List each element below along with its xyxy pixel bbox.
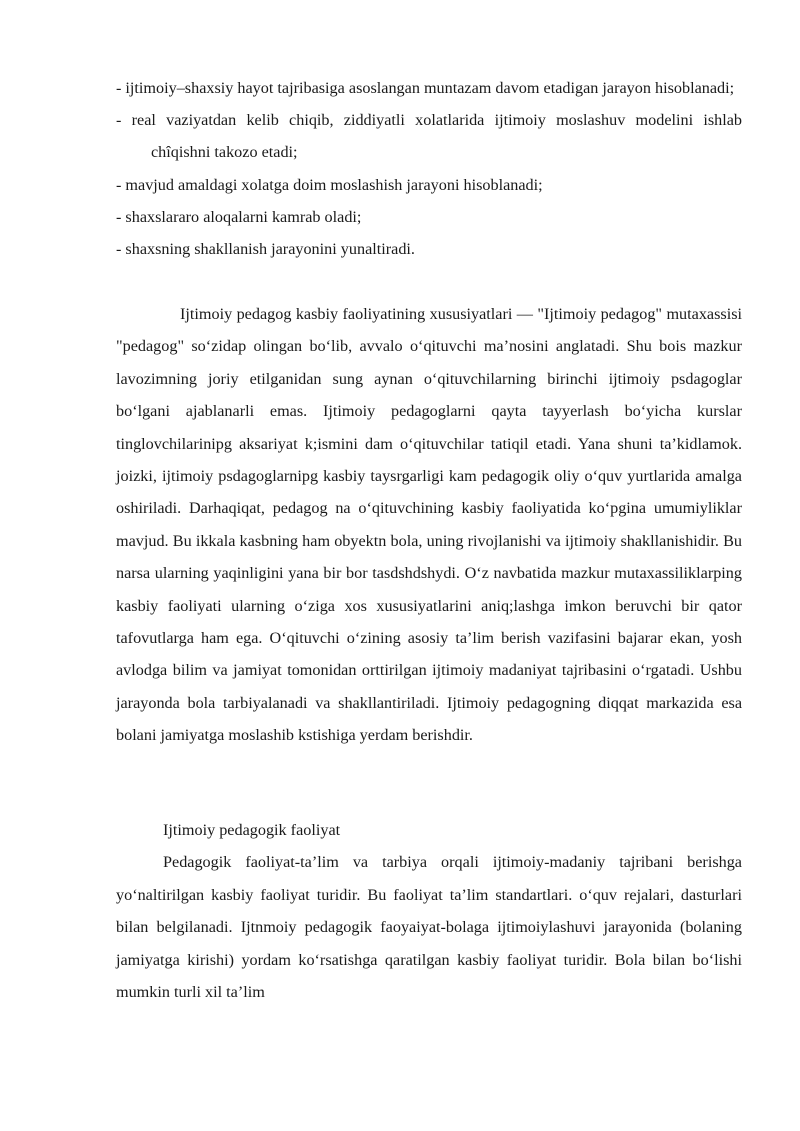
list-item: - ijtimoiy–shaxsiy hayot tajribasiga asoslangan muntazam davom etadigan jarayon hisoblanadi; <box>116 79 735 97</box>
list-item: - mavjud amaldagi xolatga doim moslashish jarayoni hisoblanadi; <box>116 175 543 194</box>
list-item: - shaxsning shakllanish jarayonini yunaltiradi. <box>116 240 415 259</box>
paragraph-pedagogical-activity: Pedagogik faoliyat-ta’lim va tarbiya orqali ijtimoiy-madaniy tajribani berishga yo‘naltirilgan kasbiy faoliyat turidir. Bu faoliyat ta’lim standartlari. o‘quv rejalari, dasturlari bilan belgilanadi. Ijtnmoiy pedagogik faoyaiyat-bolaga ijtimoiylashuvi jarayonida (bolaning jamiyatga kirishi) yordam ko‘rsatishga qaratilgan kasbiy faoliyat turidir. Bola bilan bo‘lishi mumkin turli xil ta’lim <box>116 853 742 1002</box>
section-heading: Ijtimoiy pedagogik faoliyat <box>163 821 341 839</box>
paragraph-social-pedagogue: Ijtimoiy pedagog kasbiy faoliyatining xususiyatlari — "Ijtimoiy pedagog" mutaxassisi "pedagog" so‘zidap olingan bo‘lib, avvalo o‘qituvchi ma’nosini anglatadi. Shu bois mazkur lavozimning joriy etilganidan sung aynan o‘qituvchilarning birinchi ijtimoiy psdagoglar bo‘lgani ajablanarli emas. Ijtimoiy pedagoglarni qayta tayyerlash bo‘yicha kurslar tinglovchilarinipg aksariyat k;ismini dam o‘qituvchilar tatiqil etadi. Yana shuni ta’kidlamok. joizki, ijtimoiy psdagoglarnipg kasbiy taysrgarligi kam pedagogik oliy o‘quv yurtlarida amalga oshiriladi. Darhaqiqat, pedagog na o‘qituvchining kasbiy faoliyatida ko‘pgina umumiyliklar mavjud. Bu ikkala kasbning ham obyektn bola, uning rivojlanishi va ijtimoiy shakllanishidir. Bu narsa ularning yaqinligini yana bir bor tasdshdshydi. O‘z navbatida mazkur mutaxassiliklarping kasbiy faoliyati ularning o‘ziga xos xususiyatlarini aniq;lashga imkon beruvchi bir qator tafovutlarga ham ega. O‘qituvchi o‘zining asosiy ta’lim berish vazifasini bajarar ekan, yosh avlodga bilim va jamiyat tomonidan orttirilgan ijtimoiy madaniyat tajribasini o‘rgatadi. Ushbu jarayonda bola tarbiyalanadi va shakllantiriladi. Ijtimoiy pedagogning diqqat markazida esa bolani jamiyatga moslashib kstishiga yerdam berishdir. <box>116 305 742 745</box>
list-item: - real vaziyatdan kelib chiqib, ziddiyatli xolatlarida ijtimoiy moslashuv modelini ishlab chîqishni takozo etadi; <box>116 111 742 162</box>
bullet-list <box>116 72 742 265</box>
list-item: - shaxslararo aloqalarni kamrab oladi; <box>116 207 362 226</box>
